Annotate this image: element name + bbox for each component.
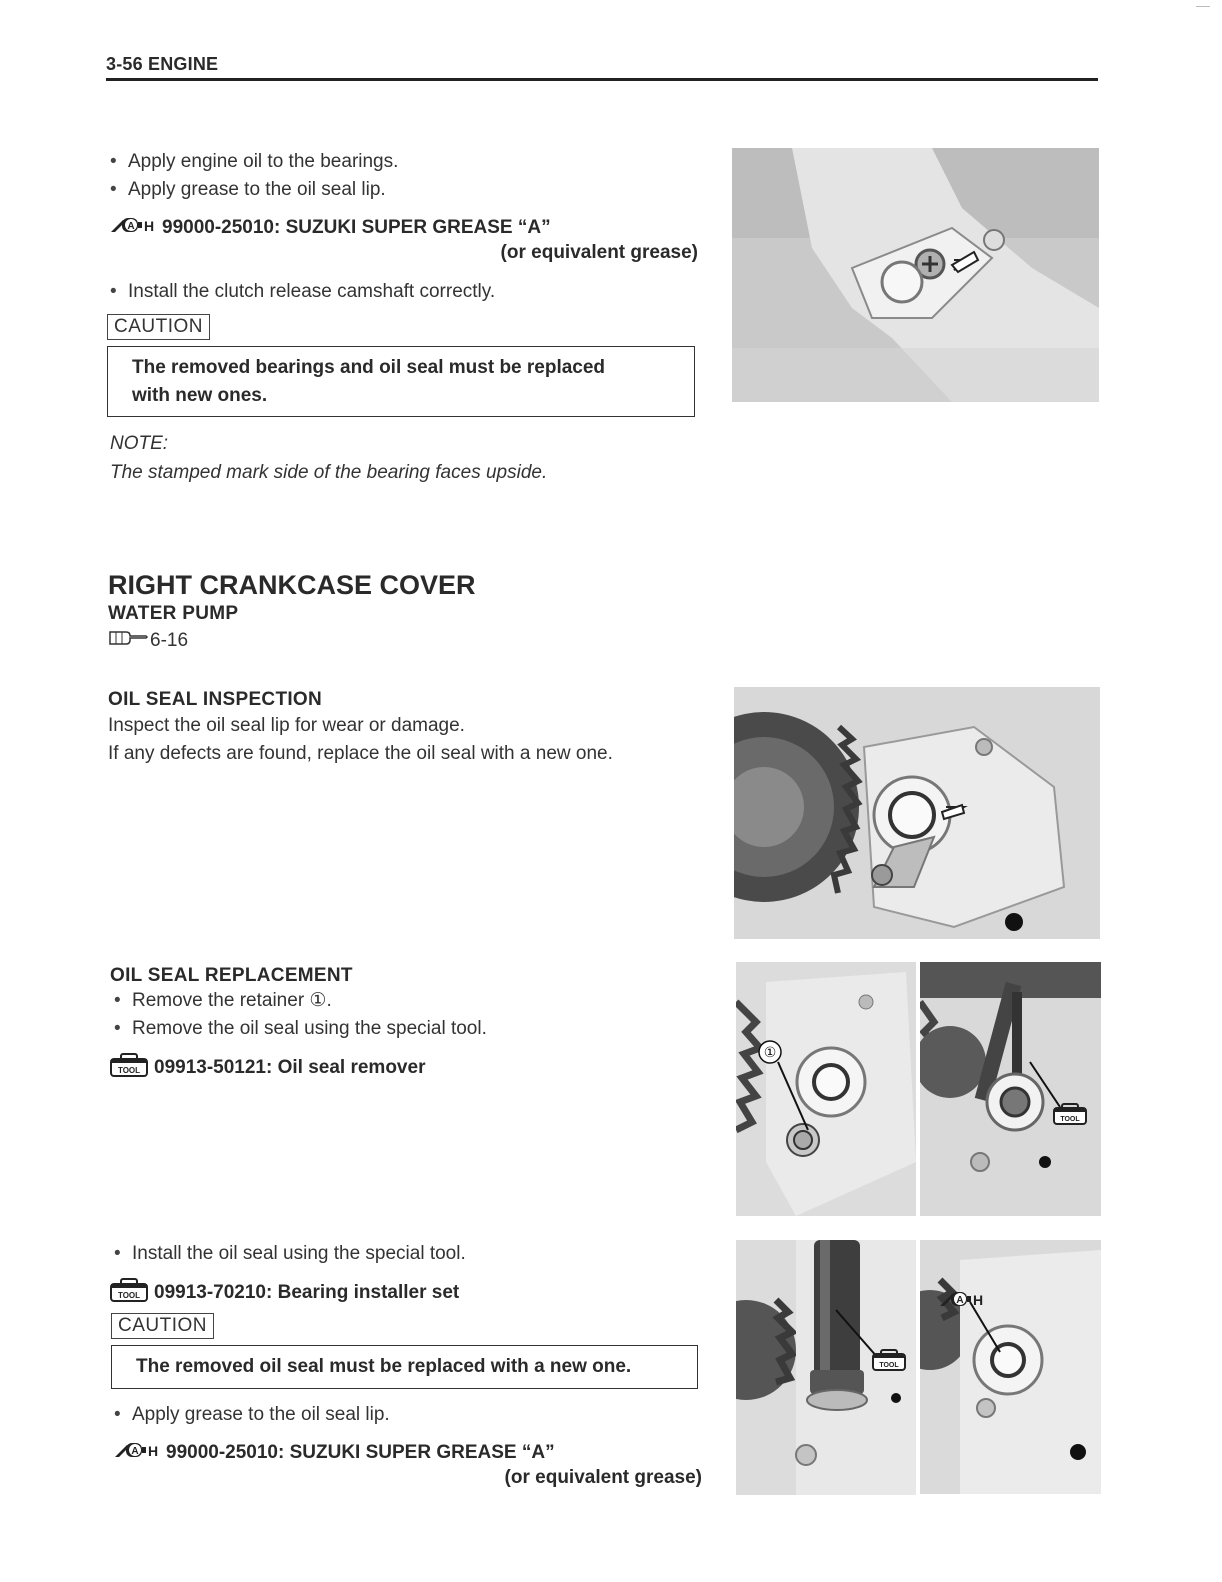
grease-spec-text-install: 99000-25010: SUZUKI SUPER GREASE “A”: [166, 1442, 555, 1463]
water-pump-reference: [108, 627, 188, 655]
bullet-install-oil-seal: • Install the oil seal using the special tool.: [114, 1240, 466, 1268]
tool-icon-label: TOOL: [879, 1362, 899, 1369]
caution-text-line1: The removed bearings and oil seal must be replaced: [132, 357, 606, 378]
bullet-apply-grease: • Apply grease to the oil seal lip.: [110, 176, 386, 204]
bearing-installer-text: 09913-70210: Bearing installer set: [154, 1282, 460, 1303]
photo-clutch-release-camshaft: [732, 148, 1099, 402]
grease-icon-h: H: [972, 1292, 984, 1308]
grease-equivalent-note: (or equivalent grease): [500, 242, 698, 263]
section-title-right-crankcase-cover: RIGHT CRANKCASE COVER: [108, 570, 476, 600]
tool-icon-label: TOOL: [117, 1066, 141, 1075]
caution-text-line2: with new ones.: [132, 385, 268, 406]
oil-seal-replacement-heading: OIL SEAL REPLACEMENT: [110, 965, 353, 986]
caution-text-install: The removed oil seal must be replaced with a new one.: [136, 1356, 632, 1377]
oil-seal-inspection-heading: OIL SEAL INSPECTION: [108, 689, 323, 710]
pointing-hand-icon: [108, 627, 148, 655]
tool-icon-label: TOOL: [117, 1291, 141, 1300]
caution-box: [107, 346, 695, 417]
oil-seal-remover-text: 09913-50121: Oil seal remover: [154, 1057, 426, 1078]
bullet-install-camshaft: • Install the clutch release camshaft correctly.: [110, 278, 495, 306]
tool-spec-oil-seal-remover: [110, 1053, 425, 1083]
grease-icon-h: H: [147, 1443, 159, 1459]
grease-spec-line: [110, 214, 551, 242]
bullet-remove-retainer: • Remove the retainer ①.: [114, 987, 332, 1015]
page-header: 3-56 ENGINE: [106, 54, 219, 74]
tool-icon: [110, 1053, 148, 1083]
grease-equivalent-note-install: (or equivalent grease): [504, 1467, 702, 1488]
grease-icon-letter: A: [127, 221, 135, 232]
water-pump-reference-page: 6-16: [150, 630, 189, 651]
water-pump-heading: WATER PUMP: [108, 603, 239, 624]
grease-icon-letter: A: [956, 1295, 964, 1306]
bullet-apply-grease-lip: • Apply grease to the oil seal lip.: [114, 1401, 390, 1429]
grease-icon-letter: A: [131, 1446, 139, 1457]
grease-a-icon: [114, 1439, 160, 1467]
tool-icon: [873, 1350, 905, 1370]
photo-install-oil-seal: [736, 1240, 916, 1495]
inspection-text-line1: Inspect the oil seal lip for wear or damage.: [108, 715, 465, 736]
tool-icon-label: TOOL: [1060, 1116, 1080, 1123]
caution-label-install: CAUTION: [111, 1313, 214, 1339]
grease-a-icon: [110, 214, 156, 242]
photo-remove-retainer: [736, 962, 916, 1216]
grease-spec-text: 99000-25010: SUZUKI SUPER GREASE “A”: [162, 217, 551, 238]
photo-grease-oil-seal-lip: [920, 1240, 1101, 1494]
inspection-text-line2: If any defects are found, replace the oil seal with a new one.: [108, 743, 613, 764]
note-text: The stamped mark side of the bearing faces upside.: [110, 462, 548, 483]
grease-spec-line-install: [114, 1439, 555, 1467]
bullet-apply-oil: • Apply engine oil to the bearings.: [110, 148, 398, 176]
caution-label: CAUTION: [107, 314, 210, 340]
corner-mark: [1196, 6, 1210, 7]
grease-icon-h: H: [143, 218, 155, 234]
tool-spec-bearing-installer: [110, 1278, 459, 1308]
photo-oil-seal-remover: [920, 962, 1101, 1216]
tool-icon: [1054, 1104, 1086, 1124]
bullet-remove-oil-seal: • Remove the oil seal using the special tool.: [114, 1015, 487, 1043]
caution-box-install: [111, 1345, 698, 1389]
tool-icon: [110, 1278, 148, 1308]
note-label: NOTE:: [110, 433, 169, 454]
retainer-callout: ①: [763, 1045, 777, 1061]
header-rule: [106, 78, 1098, 81]
photo-oil-seal-inspection: [734, 687, 1100, 939]
